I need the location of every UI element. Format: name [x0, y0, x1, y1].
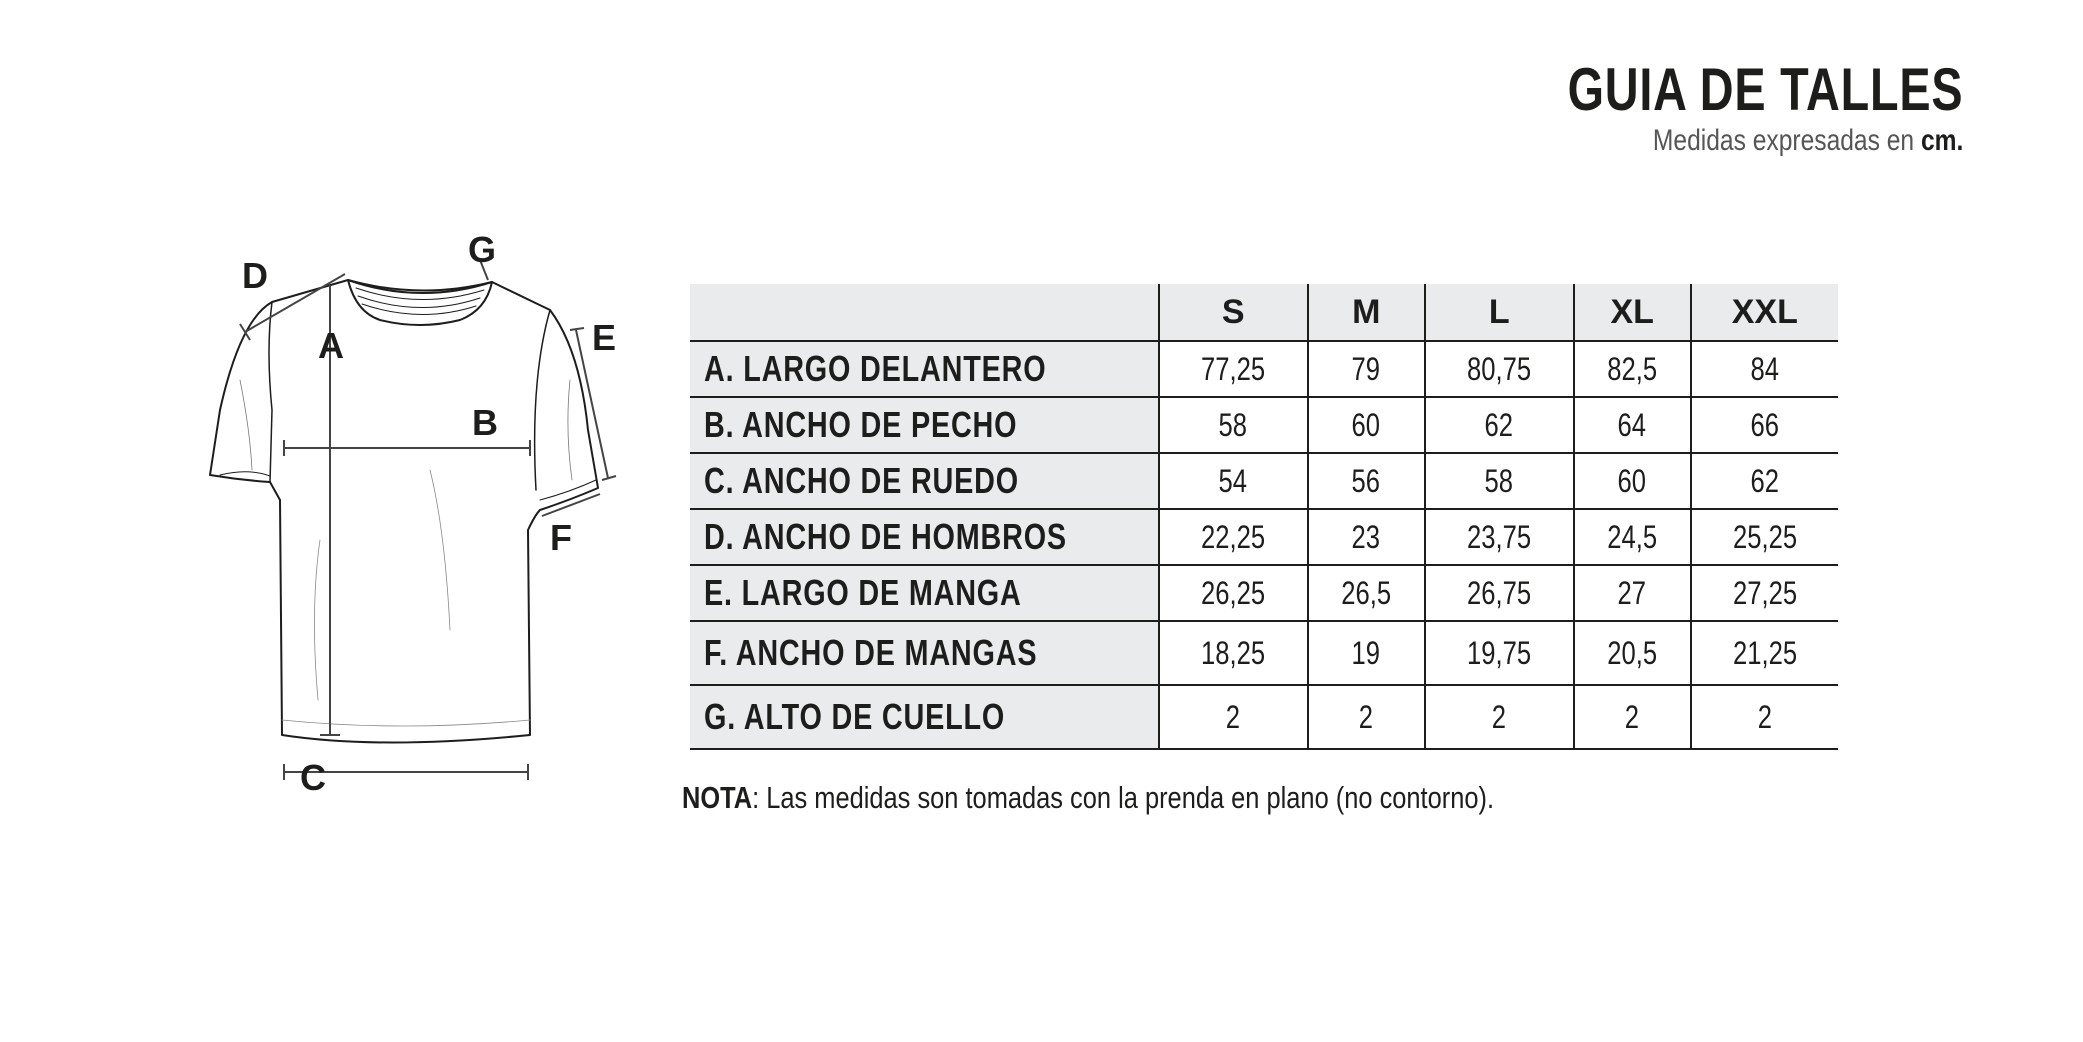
table-cell: 2: [1425, 685, 1574, 749]
label-c: C: [300, 757, 326, 798]
size-header-xl: XL: [1574, 284, 1691, 341]
table-cell: 27: [1574, 565, 1691, 621]
label-b: B: [472, 402, 498, 443]
table-cell: 54: [1159, 453, 1308, 509]
table-cell: 20,5: [1574, 621, 1691, 685]
table-row: [690, 509, 1838, 565]
table-cell: 2: [1574, 685, 1691, 749]
table-cell: 82,5: [1574, 341, 1691, 397]
row-label: G. ALTO DE CUELLO: [690, 685, 1159, 749]
table-cell: 25,25: [1691, 509, 1838, 565]
row-label: F. ANCHO DE MANGAS: [690, 621, 1159, 685]
label-f: F: [550, 517, 572, 558]
table-cell: 66: [1691, 397, 1838, 453]
table-cell: 77,25: [1159, 341, 1308, 397]
subtitle-text: Medidas expresadas en: [1652, 124, 1914, 157]
table-cell: 56: [1308, 453, 1425, 509]
label-d: D: [242, 255, 268, 296]
table-cell: 24,5: [1574, 509, 1691, 565]
table-cell: 80,75: [1425, 341, 1574, 397]
table-row: [690, 565, 1838, 621]
label-a: A: [318, 325, 344, 366]
row-label: B. ANCHO DE PECHO: [690, 397, 1159, 453]
table-cell: 23,75: [1425, 509, 1574, 565]
note-key: NOTA: [682, 780, 753, 815]
table-cell: 18,25: [1159, 621, 1308, 685]
table-cell: 27,25: [1691, 565, 1838, 621]
table-row: [690, 453, 1838, 509]
page-subtitle: [1547, 124, 1963, 158]
table-row: [690, 397, 1838, 453]
table-cell: 60: [1574, 453, 1691, 509]
size-header-xxl: XXL: [1691, 284, 1838, 341]
size-header-s: S: [1159, 284, 1308, 341]
table-cell: 79: [1308, 341, 1425, 397]
row-label: A. LARGO DELANTERO: [690, 341, 1159, 397]
table-cell: 19: [1308, 621, 1425, 685]
subtitle-unit: cm.: [1920, 124, 1963, 157]
tshirt-diagram: [200, 230, 640, 810]
table-cell: 22,25: [1159, 509, 1308, 565]
size-header-row: [690, 284, 1838, 341]
table-cell: 58: [1425, 453, 1574, 509]
note-text: : Las medidas son tomadas con la prenda en plano (no contorno).: [752, 780, 1495, 815]
table-cell: 19,75: [1425, 621, 1574, 685]
table-cell: 60: [1308, 397, 1425, 453]
row-label: C. ANCHO DE RUEDO: [690, 453, 1159, 509]
table-cell: 2: [1308, 685, 1425, 749]
page-header: [1456, 58, 1963, 158]
label-e: E: [592, 317, 617, 358]
header-corner: [690, 284, 1159, 341]
size-table: [690, 284, 1838, 750]
note: [682, 780, 1494, 816]
table-cell: 64: [1574, 397, 1691, 453]
table-cell: 23: [1308, 509, 1425, 565]
page-title: GUIA DE TALLES: [1567, 56, 1963, 123]
table-row: [690, 341, 1838, 397]
table-cell: 26,25: [1159, 565, 1308, 621]
row-label: D. ANCHO DE HOMBROS: [690, 509, 1159, 565]
row-label: E. LARGO DE MANGA: [690, 565, 1159, 621]
size-header-m: M: [1308, 284, 1425, 341]
table-row: [690, 621, 1838, 685]
table-cell: 21,25: [1691, 621, 1838, 685]
table-cell: 2: [1159, 685, 1308, 749]
table-row: [690, 685, 1838, 749]
table-cell: 2: [1691, 685, 1838, 749]
tshirt-drawing: [200, 230, 640, 810]
size-header-l: L: [1425, 284, 1574, 341]
table-cell: 62: [1691, 453, 1838, 509]
label-g: G: [468, 230, 497, 270]
table-cell: 26,5: [1308, 565, 1425, 621]
table-cell: 62: [1425, 397, 1574, 453]
table-cell: 58: [1159, 397, 1308, 453]
table-cell: 26,75: [1425, 565, 1574, 621]
table-cell: 84: [1691, 341, 1838, 397]
